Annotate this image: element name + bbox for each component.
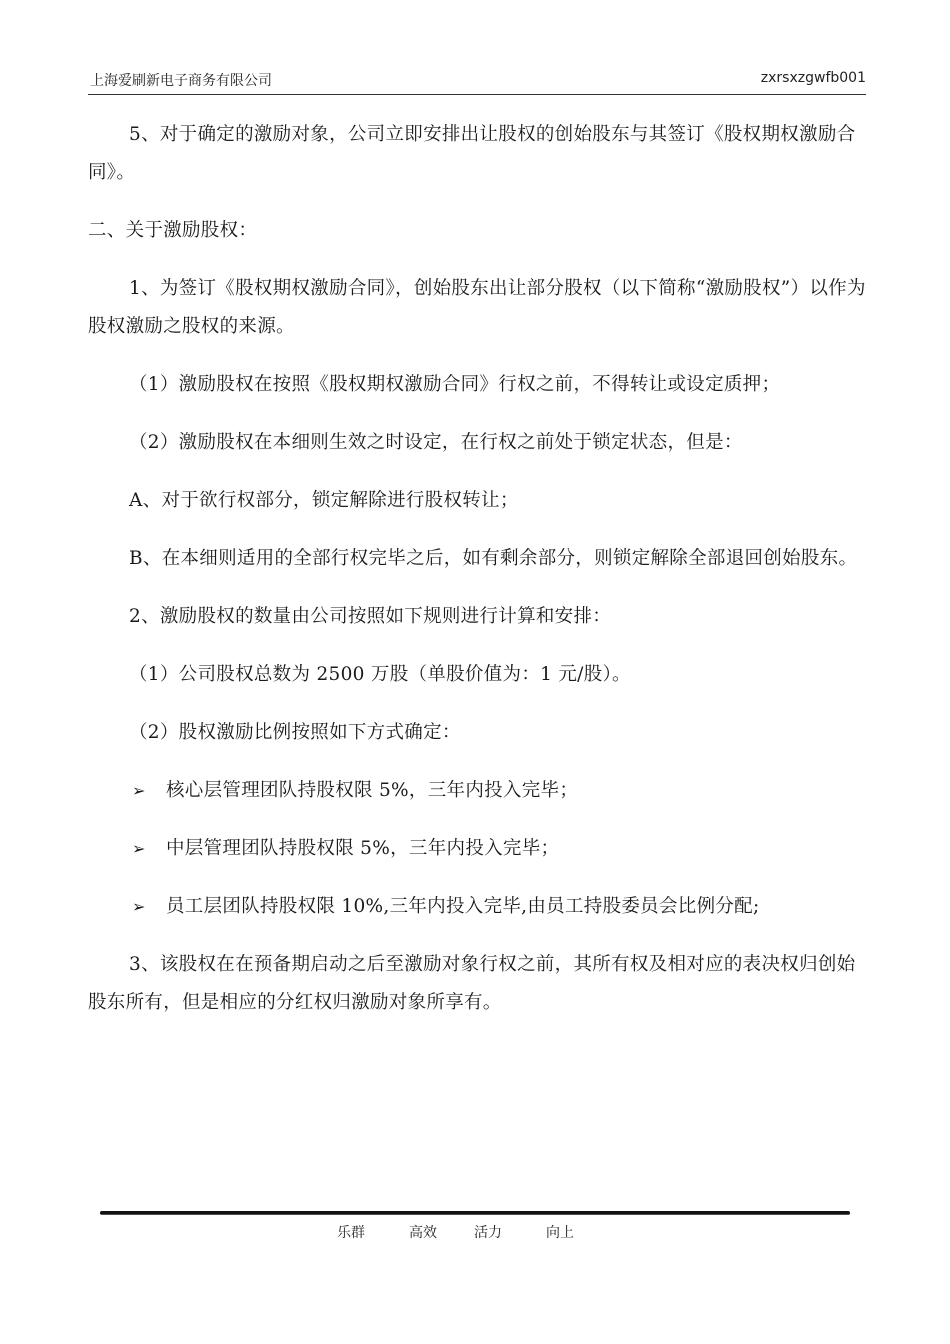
bullet-item-middle-team [88, 830, 868, 868]
footer-divider [100, 1211, 850, 1215]
paragraph-total-shares: （1）公司股权总数为 2500 万股（单股价值为：1 元/股）。 [129, 664, 631, 685]
document-body [88, 116, 868, 1022]
header-divider [88, 94, 866, 95]
paragraph-equity-quantity: 2、激励股权的数量由公司按照如下规则进行计算和安排： [129, 606, 612, 627]
paragraph-lock-state: （2）激励股权在本细则生效之时设定，在行权之前处于锁定状态，但是： [129, 432, 743, 453]
bullet-text: 中层管理团队持股权限 5%，三年内投入完毕； [166, 838, 560, 859]
paragraph-ownership-rights: 3、该股权在在预备期启动之后至激励对象行权之前，其所有权及相对应的表决权归创始股东所有，但是相应的分红权归激励对象所享有。 [88, 954, 856, 1013]
paragraph-ratio-rule: （2）股权激励比例按照如下方式确定： [129, 722, 461, 743]
slogan-huoli: 活力 [474, 1225, 502, 1241]
bullet-text: 员工层团队持股权限 10%,三年内投入完毕,由员工持股委员会比例分配; [166, 896, 760, 917]
company-name: 上海爱刷新电子商务有限公司 [90, 73, 272, 89]
paragraph-item-a: A、对于欲行权部分，锁定解除进行股权转让； [129, 490, 519, 511]
arrow-bullet-icon: ➢ [132, 781, 146, 800]
bullet-item-core-team [88, 772, 868, 810]
page-header [88, 64, 866, 94]
paragraph-item-b: B、在本细则适用的全部行权完毕之后，如有剩余部分，则锁定解除全部退回创始股东。 [129, 548, 858, 569]
slogan-gaoxiao: 高效 [409, 1225, 437, 1241]
section-heading-incentive-equity: 二、关于激励股权： [88, 220, 258, 241]
paragraph-equity-source: 1、为签订《股权期权激励合同》，创始股东出让部分股权（以下简称“激励股权”）以作为股权激励之股权的来源。 [88, 278, 866, 337]
paragraph-no-transfer: （1）激励股权在按照《股权期权激励合同》行权之前，不得转让或设定质押； [129, 374, 781, 395]
arrow-bullet-icon: ➢ [132, 897, 146, 916]
footer-slogans [0, 1222, 950, 1246]
bullet-item-staff-team [88, 888, 868, 926]
arrow-bullet-icon: ➢ [132, 839, 146, 858]
bullet-text: 核心层管理团队持股权限 5%，三年内投入完毕； [166, 780, 579, 801]
slogan-xiangshang: 向上 [546, 1225, 574, 1241]
paragraph-contract-signing: 5、对于确定的激励对象，公司立即安排出让股权的创始股东与其签订《股权期权激励合同》。 [88, 124, 856, 183]
document-code: zxrsxzgwfb001 [760, 70, 866, 86]
slogan-lequn: 乐群 [337, 1225, 365, 1241]
